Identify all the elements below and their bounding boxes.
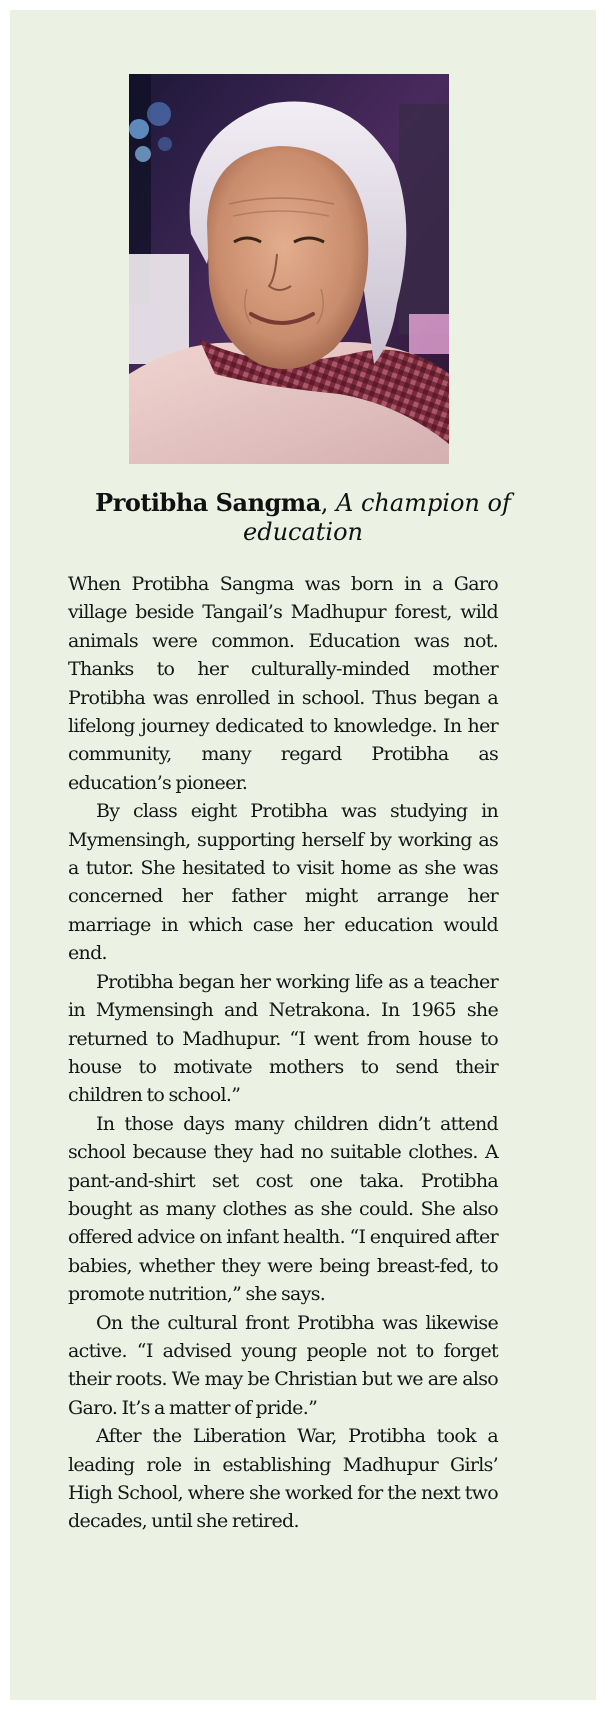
article-body — [68, 570, 498, 1536]
person-tagline: A champion of education — [243, 489, 511, 546]
article-paragraph: In those days many children didn’t attend school because they had no suitable clothes. A pant-and-shirt set cost one taka. Protibha bought as many clothes as she could. She also offered advice on infant health. “I enquired after babies, whether they were being breast-fed, to promote nutrition,” she says. — [68, 1112, 498, 1306]
portrait-photo — [129, 74, 449, 464]
article-paragraph: On the cultural front Protibha was likewise active. “I advised young people not to forget their roots. We may be Christian but we are also Garo. It’s a matter of pride.” — [68, 1311, 498, 1419]
article-paragraph: Protibha began her working life as a teacher in Mymensingh and Netrakona. In 1965 she returned to Madhupur. “I went from house to house to motivate mothers to send their children to school.” — [68, 970, 498, 1107]
photo-caption — [50, 488, 556, 547]
article-paragraph: When Protibha Sangma was born in a Garo village beside Tangail’s Madhupur forest, wild animals were common. Education was not. Thanks to her culturally-minded mother Protibha was enrolled in school. Thus began a lifelong journey dedicated to knowledge. In her community, many regard Protibha as education’s pioneer. — [68, 573, 498, 794]
caption-separator: , — [320, 489, 337, 517]
portrait-illustration — [129, 74, 449, 464]
article-paragraph: After the Liberation War, Protibha took a leading role in establishing Madhupur Girls’ High School, where she worked for the next two decades, until she retired. — [68, 1425, 498, 1533]
profile-card — [10, 10, 596, 1700]
article-paragraph: By class eight Protibha was studying in Mymensingh, supporting herself by working as a tutor. She hesitated to visit home as she was concerned her father might arrange her marriage in which case her education would end. — [68, 800, 498, 965]
person-name: Protibha Sangma — [95, 488, 321, 517]
